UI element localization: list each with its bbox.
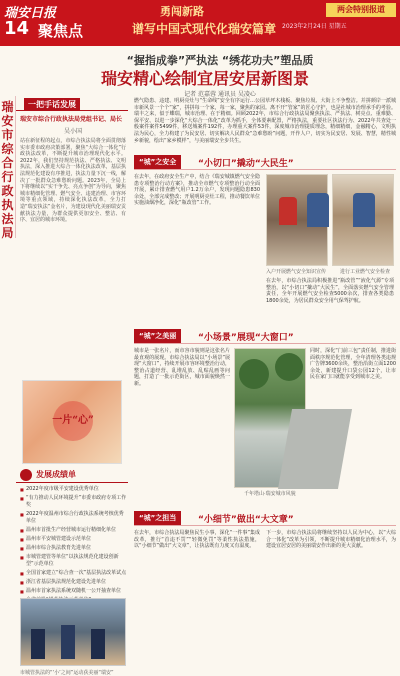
section-tab: “城”之担当	[134, 511, 181, 525]
article-headline: 瑞安精心绘制宜居安居新图景	[100, 69, 309, 88]
achievement-item: ■ 温州市首家执法系统双随机一公开抽查单位	[20, 588, 128, 595]
article-intro: 燃气隐患、违建、明厨亮灶与“生命线”安全有序运行…公园草坪木栈板、聚焦垃圾、大街上不争整洁。并拼颜岸一派城市新风景一个个“家”，拼拼每一个家，每一家，聚焦的家园。离不开“管家”的匠心守护，也是社城市治理承手的考验。瑞丰之来，似于蝶瑞，城市治理、在于精细。回顾2022年，市综合行政执法局聚焦执法、严执法、树亮点、重难勤、保平安、以进一步深化“大综合一体化”改革为抓手，全体要素配置，严格执法，重要社区执法行为、2022年共查处一般案件案件5499件，移送城案件192件，办理重大案件53件，深度城市治理提质理念，精细精细，金融精心，文明执法为民心，全力构建了为民安居、切实解决人民群众“急难愁盼”问题，开作人户，切实为民安居、发展、智慧，精性城乡新貌，绘出“家乡模样”，与美丽瑞安全步共生。	[134, 98, 396, 144]
department-vertical-title: 瑞安市综合行政执法局	[0, 96, 16, 238]
section-tab: “城”之安全	[134, 155, 181, 169]
sidebar-author: 吴小国	[63, 128, 82, 135]
achievement-item: ■ 全国首家建立“综合查一次”基层执法改革试点	[20, 570, 128, 577]
achievement-icon	[20, 469, 32, 481]
section-name: 聚焦点	[38, 22, 84, 40]
achievement-item: ■ 温州市综合执法教育先进单位	[20, 545, 128, 552]
sidebar-body-text: 站在新征程的起点，市综合执法局将全面贯彻落实市委市政府决策部署，聚焦“大综合一体化”行政执法改革，不断提升城市治理现代化水平。2022年，我们坚持规范执法、严格执法、文明执法，深入推进大综合一体化执法改革，基层执法规范化建设有序推进，执法力量下沉一线，解决了一批群众急难愁盼问题。2023年，全局上下将继续以“实干争先、亮点争创”为导向，聚焦城市精细化管理、燃气安全、违建治理、市容环境等重点领域，持续深化执法改革，全力打造“瑞安执法”金名片，为建设现代化美丽瑞安贡献执法力量，为群众提供更加安全、整洁、有序、宜居的城市环境。	[20, 138, 126, 224]
article-byline: 记者 范嘉蓉 通讯员 吴凌心	[184, 91, 256, 98]
person-figure	[307, 193, 329, 227]
special-report-badge: 两会特别报道	[326, 3, 396, 17]
tree-shape	[239, 359, 269, 389]
achievement-item: ■ 市城管建管等单位“以执法规范化建设创新型”示范单位	[20, 554, 128, 568]
achievement-item: ■ 2022年度温州市综合行政执法系统考核优秀单位	[20, 511, 128, 525]
photo-caption-b: 进行工业燃气安全检查	[340, 269, 391, 275]
sidebar-header	[16, 98, 128, 112]
issue-date: 2023年2月24日 星期五	[282, 23, 347, 30]
section-text-right: 在去年，市综合执法局积极推进“瓶改管”“液化气源”专项整治，以“小切口”撬动“大民生”，全面落实燃气安全管理责任，全年开展燃气安全检查5000余次，排查各类隐患1800余处，为居民群众安全用气保驾护航。	[266, 278, 394, 304]
section-rule	[134, 343, 396, 344]
tree-shape	[275, 353, 303, 381]
section-text-left: 城市是一张名片，而市容市貌则是这张名片最直观的展现。市综合执法局以“小场景”展现“大窗口”，持续开展市容环境整治行动，整治占道经营、乱堆乱放、乱贴乱画等问题，打造了一批示范街区，城市面貌焕然一新。	[134, 348, 230, 387]
achievement-item: ■ 温州市首批生产经营城市运行精细化单位	[20, 527, 128, 534]
section-text-left: 在去年，市综合执法局聚焦民生小事，深化“一件事”集成改革，推行“首违不罚”“轻微免罚”等柔性执法措施，以“小细节”做出“大文章”，让执法既有力度又有温度。	[134, 530, 260, 550]
sidebar-group-photo	[20, 598, 126, 666]
section-title: “小场景”展现“大窗口”	[198, 333, 294, 343]
sidebar	[16, 98, 128, 676]
timeline-header	[16, 468, 128, 484]
newspaper-logo: 瑞安日报	[4, 6, 57, 21]
person-figure	[353, 193, 375, 227]
section-header-duty	[134, 510, 396, 526]
article-kicker: “握指成拳”严执法 “绣花功夫”塑品质	[126, 54, 314, 67]
achievement-item: ■ 温州市平安城管建设示范单位	[20, 536, 128, 543]
sidebar-photo	[22, 380, 122, 464]
achievement-list	[20, 486, 128, 615]
photo-caption-c: 千年塔山·瑞安城市风貌	[244, 491, 296, 497]
photo-city-street	[234, 348, 306, 488]
page-number: 14	[4, 18, 30, 39]
tagline: 勇闯新路	[160, 5, 204, 18]
sidebar-subtitle: 瑞安市综合行政执法局党组书记、局长	[20, 116, 123, 123]
achievement-item: ■ 浙江省基层执法规范化建设先进单位	[20, 579, 128, 586]
section-rule	[134, 169, 396, 170]
achievement-item: ■ “有力推动人民环境提升”市委市政府专项工作奖	[20, 495, 128, 509]
section-tab: “城”之美丽	[134, 329, 181, 343]
photo-caption-a: 入户开展燃气安全知识宣传	[266, 269, 327, 275]
person-figure	[91, 629, 105, 659]
person-figure	[61, 625, 75, 659]
photo-gas-inspection	[332, 174, 394, 266]
section-title: “小切口”撬动“大民生”	[198, 159, 294, 169]
section-text-left: 在去年，在政府安全生产中，结合《瑞安城镇燃气安全隐患专项整治行动方案》，推动全市燃气专项整治行动全面开展，累计排查燃气用户1.2万余户，发现问题隐患830余处，全部完成整改；开展明厨亮灶工程，推动餐饮单位实施油烟净化，深化“瓶改管”工作。	[134, 174, 260, 207]
achievement-item: ■ 2022年度市级平安建设优秀单位	[20, 486, 128, 493]
sidebar-header-rule	[16, 110, 128, 111]
section-title: “小细节”做出“大文章”	[198, 515, 294, 525]
theme-slogan: 谱写中国式现代化瑞安篇章	[132, 22, 277, 36]
section-text-right: 下一步，市综合执法局将继续坚持以人民为中心，以“大综合一体化”改革为引领，不断提升城市精细化治理水平，为建设宜居安居的美丽瑞安作出新的更大贡献。	[266, 530, 396, 550]
timeline-title: 发展成绩单	[36, 470, 76, 479]
section-text-right: 同时，深化“门前三包”责任制，推进街面秩序规范化管理，全年清理各类违规广告牌3600余块，整治沿街立面1200余处，新建提升口袋公园12个，让市民在家门口就能享受到城市之美。	[310, 348, 396, 381]
section-rule	[134, 525, 396, 526]
sidebar-group-photo-caption: 市城管执法的“‘小’之间”运动获美丽“瑞安”	[20, 670, 114, 676]
person-figure	[31, 629, 45, 659]
masthead	[0, 0, 400, 46]
section-header-safety	[134, 154, 396, 170]
timeline-rule	[16, 482, 128, 483]
section-header-beauty	[134, 328, 396, 344]
person-figure	[279, 197, 297, 225]
photo-gas-safety-visit	[266, 174, 328, 266]
sidebar-photo-caption: 一片“心”	[52, 415, 94, 426]
sidebar-header-label: 一把手话发展	[24, 98, 80, 111]
